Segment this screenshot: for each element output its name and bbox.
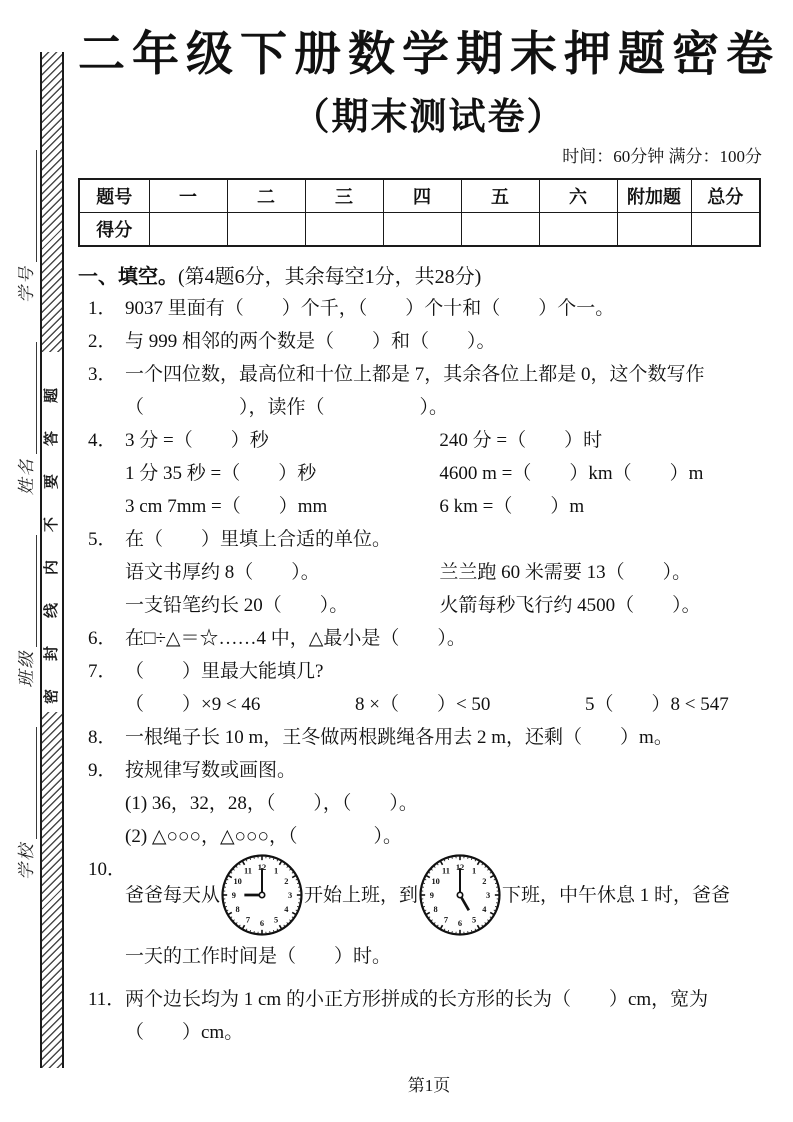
question-text: 与 999 相邻的两个数是（ ）和（ ）。 [125,331,496,352]
unit-item: 火箭每秒飞行约 4500（ ）。 [439,595,701,616]
question-area [78,292,780,1049]
svg-text:1: 1 [273,866,279,876]
conversion-item: 4600 m =（ ）km（ ）m [439,463,704,484]
question-text [125,754,780,853]
conversion-item: 3 分 =（ ）秒 [125,430,269,451]
question-7-items [125,688,780,721]
question-number: 5． [88,529,117,550]
svg-text:8: 8 [235,905,240,915]
svg-text:5: 5 [273,915,279,925]
unit-item: 一支铅笔约长 20（ ）。 [125,595,349,616]
question-5-row1 [125,556,780,589]
question-9-item1: (1) 36，32，28，（ ），（ ）。 [125,793,418,814]
svg-text:10: 10 [431,876,440,886]
question-7 [78,655,780,721]
field-name-blank-line [20,342,37,454]
score-cell-empty [383,213,461,247]
field-class-blank-line [20,535,37,647]
hatch-pattern-top [42,52,62,352]
svg-text:5: 5 [472,915,477,925]
svg-text:8: 8 [433,905,438,915]
margin-fields [13,150,37,880]
question-4-row3 [125,490,780,523]
svg-text:10: 10 [233,876,242,886]
svg-text:9: 9 [231,891,236,901]
question-number: 4． [88,430,117,451]
score-table [78,178,761,247]
svg-text:4: 4 [284,905,289,915]
field-school-label: 学校 [17,842,36,880]
field-name [12,342,37,495]
question-9 [78,754,780,853]
question-text: 在□÷△＝☆……4 中，△最小是（ ）。 [125,628,466,649]
question-4-row1 [125,424,780,457]
question-text [125,523,780,622]
question-5 [78,523,780,622]
score-header-cell: 题号 [79,179,149,213]
score-header-cell: 附加题 [617,179,691,213]
score-header-cell: 五 [461,179,539,213]
score-table-score-row [79,213,760,247]
svg-text:7: 7 [245,915,251,925]
question-3 [78,358,780,424]
question-text [125,853,780,973]
field-class [12,535,37,688]
page-number: 第1页 [407,1076,451,1095]
question-6 [78,622,780,655]
field-student-id [12,150,37,303]
inequality-item: 8 ×（ ）< 50 [355,694,491,715]
unit-item: 语文书厚约 8（ ）。 [125,562,320,583]
question-number: 9． [88,760,117,781]
question-11 [78,983,780,1049]
conversion-item: 6 km =（ ）m [439,496,585,517]
question-text [125,358,780,424]
question-10-line2: 一天的工作时间是（ ）时。 [125,946,392,967]
question-text: 9037 里面有（ ）个千，（ ）个十和（ ）个一。 [125,298,615,319]
question-11-line1: 两个边长均为 1 cm 的小正方形拼成的长方形的长为（ ）cm，宽为 [125,989,709,1010]
score-cell-empty [227,213,305,247]
score-cell-empty [305,213,383,247]
question-1 [78,292,780,325]
field-student-id-blank-line [20,150,37,262]
score-header-cell: 二 [227,179,305,213]
seal-warning-text: 密封线内不要答题 [44,360,60,705]
question-number: 1． [88,298,117,319]
question-10 [78,853,780,973]
question-2 [78,325,780,358]
question-10-before: 爸爸每天从 [125,884,221,906]
question-text [125,983,780,1049]
field-student-id-label: 学号 [17,265,36,304]
svg-text:2: 2 [482,876,487,886]
score-header-cell: 六 [539,179,617,213]
score-cell-empty [539,213,617,247]
field-name-label: 姓名 [17,457,36,496]
question-number: 8． [88,727,117,748]
question-number: 10． [88,859,127,880]
question-10-clock-line [125,853,780,937]
question-5-row2 [125,589,780,622]
unit-item: 兰兰跑 60 米需要 13（ ）。 [439,562,692,583]
question-9-head: 按规律写数或画图。 [125,760,297,781]
score-table-header-row [79,179,760,213]
question-4-row2 [125,457,780,490]
score-header-cell: 四 [383,179,461,213]
question-5-head: 在（ ）里填上合适的单位。 [125,529,392,550]
question-8 [78,721,780,754]
question-text [125,655,780,721]
conversion-item: 1 分 35 秒 =（ ）秒 [125,463,317,484]
score-cell-empty [617,213,691,247]
hatch-pattern-bottom [42,712,62,1068]
score-header-cell: 三 [305,179,383,213]
section-note: (第4题6分，其余每空1分，共28分) [178,266,482,288]
field-school-blank-line [20,727,37,839]
svg-text:4: 4 [482,905,487,915]
inequality-item: （ ）×9 < 46 [125,694,261,715]
question-3-line1: 一个四位数，最高位和十位上都是 7，其余各位上都是 0，这个数写作 [125,364,705,385]
question-9-item2: (2) △○○○，△○○○，（ ）。 [125,826,402,847]
svg-text:6: 6 [259,919,265,929]
question-10-after: 下班，中午休息 1 时，爸爸 [502,884,731,906]
score-header-cell: 一 [149,179,227,213]
field-class-label: 班级 [17,649,36,688]
svg-text:11: 11 [243,866,252,876]
score-cell-empty [461,213,539,247]
svg-text:6: 6 [457,919,463,929]
question-4 [78,424,780,523]
question-7-head: （ ）里最大能填几? [125,661,324,682]
svg-text:1: 1 [472,866,477,876]
section-heading [78,262,780,292]
clock-start-icon [220,853,304,937]
exam-title: 二年级下册数学期末押题密卷 [78,29,780,81]
question-number: 2． [88,331,117,352]
svg-text:3: 3 [288,891,293,901]
exam-meta: 时间：60分钟 满分：100分 [562,147,762,166]
svg-text:7: 7 [443,915,449,925]
score-row-label: 得分 [79,213,149,247]
question-10-mid: 开始上班，到 [304,884,419,906]
svg-text:2: 2 [284,876,289,886]
section-label: 一、填空。 [78,266,178,288]
score-cell-empty [691,213,760,247]
question-number: 6． [88,628,117,649]
conversion-item: 3 cm 7mm =（ ）mm [125,496,328,517]
clock-end-icon [418,853,502,937]
question-11-line2: （ ）cm。 [125,1022,244,1043]
score-header-cell: 总分 [691,179,760,213]
svg-text:12: 12 [455,862,465,872]
question-3-line2: （ ），读作（ ）。 [125,397,449,418]
exam-paper [78,0,780,1096]
question-number: 11． [88,989,126,1010]
svg-text:9: 9 [429,891,434,901]
svg-text:12: 12 [257,862,267,872]
question-text: 一根绳子长 10 m，王冬做两根跳绳各用去 2 m，还剩（ ）m。 [125,727,673,748]
score-cell-empty [149,213,227,247]
conversion-item: 240 分 =（ ）时 [439,430,603,451]
question-number: 3． [88,364,117,385]
svg-text:11: 11 [442,866,450,876]
question-number: 7． [88,661,117,682]
exam-subtitle: （期末测试卷） [292,97,566,138]
inequality-item: 5（ ）8 < 547 [585,694,729,715]
question-text [125,424,780,523]
svg-text:3: 3 [486,891,491,901]
field-school [12,727,37,880]
